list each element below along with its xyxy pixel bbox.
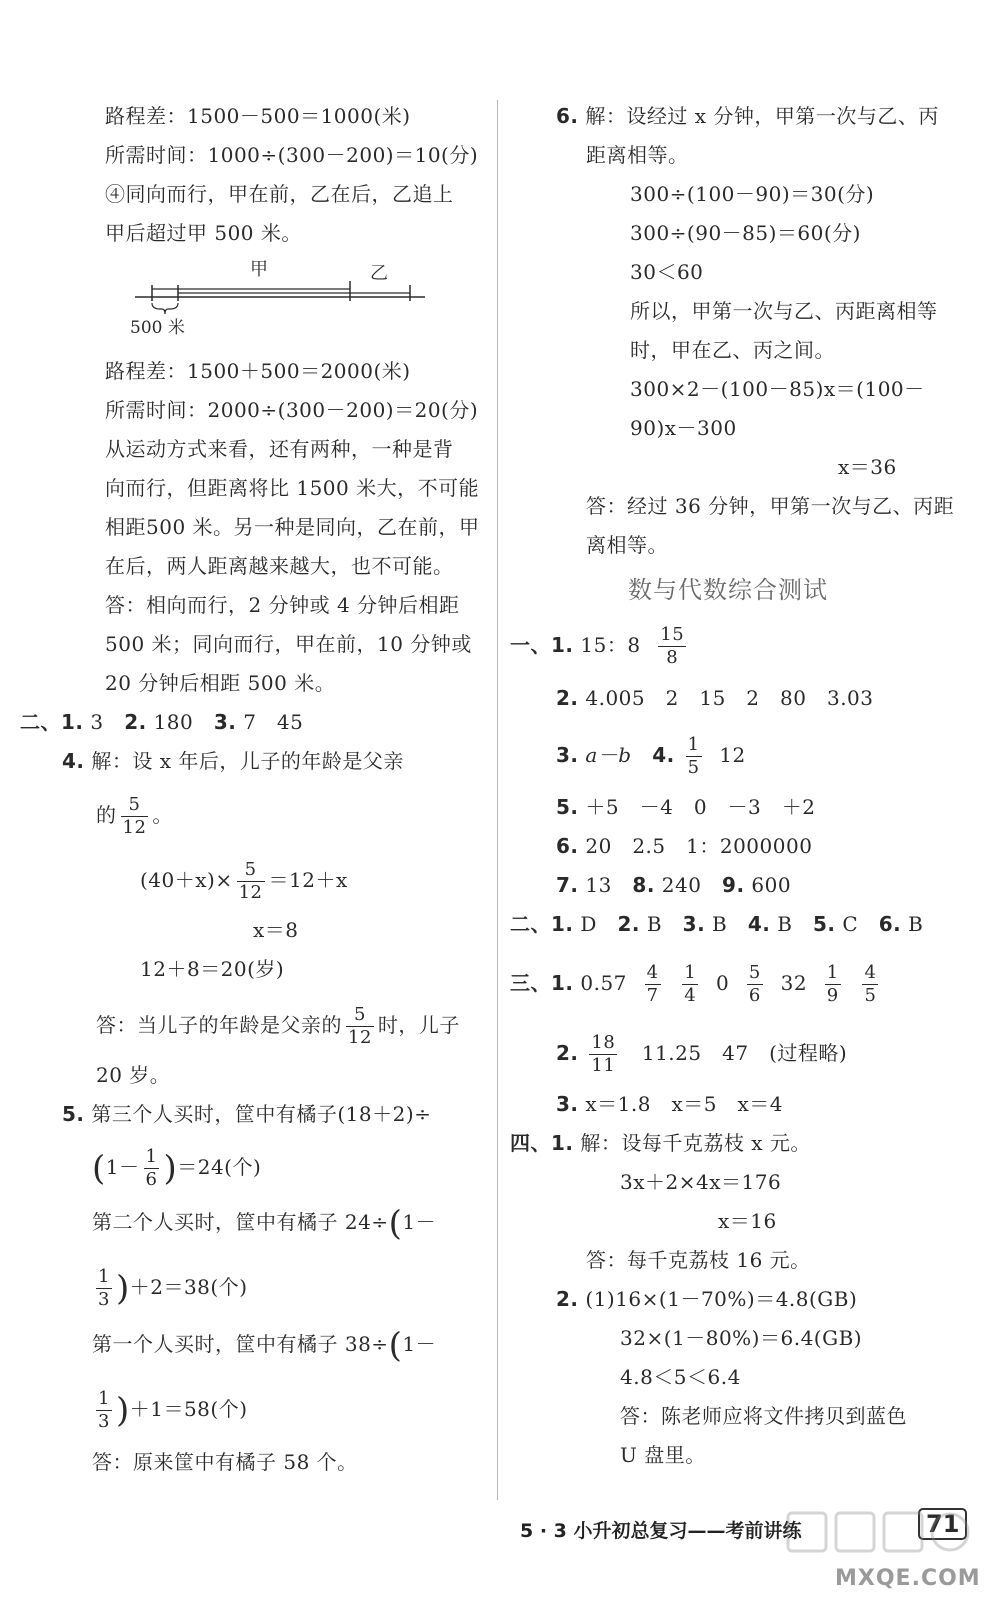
item-num: 6.	[878, 912, 902, 936]
q4-line1	[62, 747, 404, 775]
item-num: 4.	[62, 749, 85, 773]
item-num: 6.	[556, 834, 579, 858]
text-line: ④同向而行，甲在前，乙在后，乙追上	[105, 182, 454, 206]
q5-line6: $\frac{1}{3}$ )＋1＝58(个)	[98, 1388, 248, 1432]
label-yi: 乙	[370, 263, 388, 284]
item-num: 7.	[556, 873, 579, 897]
item-num: 2.	[617, 912, 641, 936]
section-head: 一、	[510, 633, 551, 657]
fraction: $\frac{1}{3}$	[98, 1388, 110, 1432]
item-num: 2.	[124, 710, 147, 734]
text-line: 向而行，但距离将比 1500 米大，不可能	[105, 476, 480, 500]
text-line: 32×(1－80%)＝6.4(GB)	[620, 1326, 863, 1350]
text-line: 时，甲在乙、丙之间。	[630, 338, 835, 362]
answer: 0.57	[580, 971, 627, 995]
watermark-text: MXQE.COM	[835, 1566, 981, 1591]
fraction: $\frac{5}{12}$	[348, 1004, 372, 1048]
fraction: $\frac{1}{5}$	[687, 734, 700, 778]
text: 时，儿子	[377, 1013, 460, 1037]
text: 1－	[402, 1332, 437, 1356]
text: 解：设 x 年后，儿子的年龄是父亲	[91, 749, 404, 773]
q4-answer2: 20 岁。	[96, 1063, 171, 1087]
answer: 32	[780, 971, 808, 995]
text-line: 答：经过 36 分钟，甲第一次与乙、丙距	[586, 494, 955, 518]
answer: C	[842, 912, 859, 936]
fraction: $\frac{1}{4}$	[684, 962, 697, 1006]
answer: 13	[585, 873, 612, 897]
text-line: 所需时间：1000÷(300－200)＝10(分)	[105, 143, 479, 167]
section-head: 四、	[510, 1131, 551, 1155]
q5-answer: 答：原来筐中有橘子 58 个。	[92, 1450, 358, 1474]
answer: B	[646, 912, 663, 936]
section-title: 数与代数综合测试	[628, 576, 828, 604]
part1-row2	[556, 684, 874, 712]
text-line: 相距500 米。另一种是同向，乙在前，甲	[105, 515, 480, 539]
text-line: 4.8＜5＜6.4	[620, 1365, 741, 1389]
section-2-answers	[20, 708, 303, 736]
item-num: 3.	[556, 1092, 579, 1116]
text-line: U 盘里。	[620, 1443, 706, 1467]
part4-q2	[556, 1285, 857, 1313]
answer: 12	[719, 743, 746, 767]
q5-line2: (1－ $\frac{1}{6}$ )＝24(个)	[92, 1146, 262, 1190]
fraction: $\frac{5}{6}$	[748, 962, 761, 1006]
text-line: 离相等。	[586, 533, 668, 557]
item-num: 1.	[551, 912, 574, 936]
motion-diagram	[130, 251, 450, 341]
text: (40＋x)×	[140, 868, 233, 892]
text: 的	[96, 803, 117, 827]
q6-line1	[556, 102, 939, 130]
text: 第三个人买时，筐中有橘子(18＋2)÷	[91, 1102, 432, 1126]
item-num: 1.	[551, 971, 574, 995]
answer: 0	[715, 971, 730, 995]
gap-brace	[152, 303, 178, 314]
text-line: 90)x－300	[630, 416, 737, 440]
answer: B	[908, 912, 924, 936]
text: 1－	[105, 1155, 140, 1179]
item-num: 6.	[556, 104, 579, 128]
text-line: 所需时间：2000÷(300－200)＝20(分)	[105, 398, 479, 422]
item-num: 9.	[722, 873, 745, 897]
item-num: 1.	[551, 1131, 574, 1155]
fraction: $\frac{4}{5}$	[864, 962, 877, 1006]
text-line: 路程差：1500＋500＝2000(米)	[105, 359, 411, 383]
fraction: $\frac{1}{3}$	[98, 1266, 110, 1310]
text: ＋1＝58(个)	[129, 1397, 248, 1421]
q4-line2	[96, 796, 173, 837]
item-num: 5.	[62, 1102, 85, 1126]
q5-line1	[62, 1100, 431, 1128]
item-num: 5.	[556, 795, 579, 819]
answer: 11.25 47 (过程略)	[641, 1041, 848, 1065]
part1-row1	[510, 626, 690, 667]
q4-eq1	[140, 861, 348, 902]
text-line: 300×2－(100－85)x＝(100－	[630, 377, 925, 401]
fraction: $\frac{18}{11}$	[591, 1032, 616, 1076]
q4-eq3: 12＋8＝20(岁)	[140, 957, 285, 981]
fraction: $\frac{1}{9}$	[826, 962, 839, 1006]
text: 第二个人买时，筐中有橘子 24÷	[92, 1210, 389, 1234]
fraction: $\frac{1}{6}$	[145, 1146, 158, 1190]
text-line: 答：每千克荔枝 16 元。	[586, 1248, 811, 1272]
text-line: 距离相等。	[586, 143, 689, 167]
q5-line5: 第一个人买时，筐中有橘子 38÷(1－	[92, 1325, 437, 1366]
text: 第一个人买时，筐中有橘子 38÷	[92, 1332, 389, 1356]
answer: ＋5 －4 0 －3 ＋2	[585, 795, 816, 819]
item-num: 2.	[556, 1287, 579, 1311]
text: 。	[152, 803, 173, 827]
fraction: $\frac{15}{8}$	[660, 624, 685, 668]
footer-text: 5 · 3 小升初总复习——考前讲练	[520, 1520, 802, 1542]
section-head: 二、	[510, 912, 551, 936]
text-line: 在后，两人距离越来越大，也不可能。	[105, 554, 454, 578]
item-num: 1.	[61, 710, 84, 734]
answer: B	[712, 912, 728, 936]
text-line: x＝16	[718, 1209, 777, 1233]
answer: x＝1.8 x＝5 x＝4	[585, 1092, 783, 1116]
answer: 180	[153, 710, 194, 734]
item-num: 1.	[551, 633, 574, 657]
text-line: 所以，甲第一次与乙、丙距离相等	[630, 299, 938, 323]
item-num: 2.	[556, 1041, 579, 1065]
part1-row3	[556, 736, 746, 777]
answer: B	[777, 912, 793, 936]
fraction: $\frac{5}{12}$	[238, 859, 263, 903]
section-head: 三、	[510, 971, 551, 995]
text: (1)16×(1－70%)＝4.8(GB)	[585, 1287, 858, 1311]
answer: 20 2.5 1：2000000	[585, 834, 813, 858]
label-jia: 甲	[250, 259, 268, 280]
answer: 4.005 2 15 2 80 3.03	[585, 686, 874, 710]
answer: 3	[90, 710, 104, 734]
part1-row5	[556, 793, 816, 821]
text-line: 甲后超过甲 500 米。	[105, 221, 302, 245]
fraction: $\frac{5}{12}$	[122, 794, 147, 838]
answer: 15：8	[580, 633, 641, 657]
text-line: 300÷(90－85)＝60(分)	[630, 221, 861, 245]
text-line: 3x＋2×4x＝176	[620, 1170, 782, 1194]
text-line: 30＜60	[630, 260, 704, 284]
item-num: 4.	[652, 743, 675, 767]
text: 解：设经过 x 分钟，甲第一次与乙、丙	[585, 104, 939, 128]
answer: D	[580, 912, 597, 936]
q5-line4: $\frac{1}{3}$ )＋2＝38(个)	[98, 1266, 248, 1310]
page-number: 71	[918, 1508, 967, 1540]
item-num: 5.	[812, 912, 836, 936]
answer: 240	[661, 873, 702, 897]
item-num: 2.	[556, 686, 579, 710]
section-head: 二、	[20, 710, 61, 734]
item-num: 3.	[682, 912, 706, 936]
item-num: 3.	[213, 710, 237, 734]
item-num: 4.	[747, 912, 771, 936]
q5-line3: 第二个人买时，筐中有橘子 24÷(1－	[92, 1203, 437, 1244]
part3-row3	[556, 1090, 783, 1118]
answer: a－b	[585, 743, 632, 767]
part4-q1	[510, 1129, 811, 1157]
part1-row6	[556, 832, 812, 860]
text: ＝12＋x	[268, 868, 348, 892]
answer: 7 45	[243, 710, 304, 734]
text: 答：当儿子的年龄是父亲的	[96, 1013, 342, 1037]
text-line: 300÷(100－90)＝30(分)	[630, 182, 875, 206]
text: ＋2＝38(个)	[129, 1275, 248, 1299]
text: 解：设每千克荔枝 x 元。	[580, 1131, 811, 1155]
text: ＝24(个)	[177, 1155, 262, 1179]
part3-row1	[510, 964, 882, 1005]
text-line: 答：陈老师应将文件拷贝到蓝色	[620, 1404, 907, 1428]
part1-row7	[556, 871, 791, 899]
q4-eq2: x＝8	[253, 918, 299, 942]
text-line: x＝36	[838, 455, 897, 479]
fraction: $\frac{4}{7}$	[646, 962, 659, 1006]
text-line: 从运动方式来看，还有两种，一种是背	[105, 437, 454, 461]
q4-answer	[96, 1006, 460, 1047]
text-line: 20 分钟后相距 500 米。	[105, 671, 336, 695]
label-gap: 500 米	[130, 318, 185, 338]
part2-row	[510, 910, 923, 938]
text: 1－	[402, 1210, 437, 1234]
text-line: 答：相向而行，2 分钟或 4 分钟后相距	[105, 593, 460, 617]
column-divider	[497, 100, 498, 1500]
part3-row2	[556, 1034, 847, 1075]
item-num: 3.	[556, 743, 579, 767]
answer: 600	[751, 873, 792, 897]
text-line: 路程差：1500－500＝1000(米)	[105, 104, 411, 128]
item-num: 8.	[632, 873, 655, 897]
text-line: 500 米；同向而行，甲在前，10 分钟或	[105, 632, 472, 656]
